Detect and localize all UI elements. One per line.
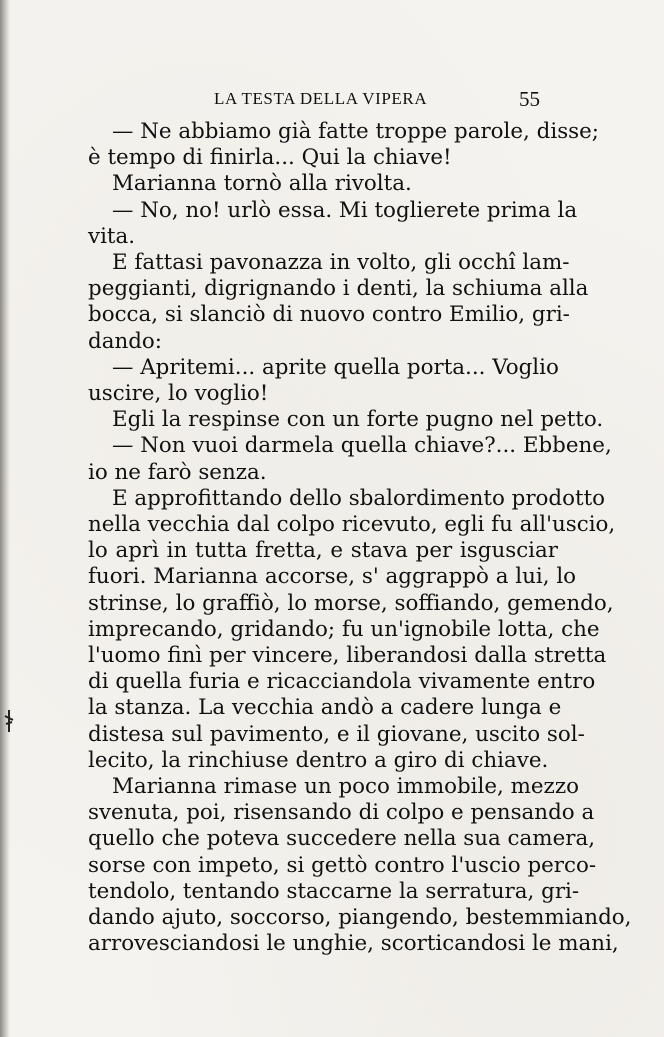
text-line: — No, no! urlò essa. Mi toglierete prima la [112,197,578,223]
text-line: Egli la respinse con un forte pugno nel petto. [112,407,604,433]
text-line: — Apritemi... aprite quella porta... Voglio [112,354,559,380]
text-line: — Ne abbiamo già fatte troppe parole, disse; [112,119,600,144]
text-line: svenuta, poi, risensando di colpo e pensando a [88,800,595,826]
text-line: dando: [88,328,163,354]
text-line: — Non vuoi darmela quella chiave?... Ebbene, [112,433,612,459]
text-line: distesa sul pavimento, e il giovane, uscito sol- [88,721,585,747]
text-line: peggianti, digrignando i denti, la schiuma alla [88,276,589,302]
page-gutter-shadow [0,0,10,1037]
text-line: è tempo di finirla... Qui la chiave! [88,145,452,171]
text-line: bocca, si slanciò di nuovo contro Emilio, gri- [88,302,570,328]
text-line: fuori. Marianna accorse, s' aggrappò a lui, lo [88,564,577,590]
text-line: lecito, la rinchiuse dentro a giro di chiave. [88,747,549,773]
text-line: Marianna rimase un poco immobile, mezzo [112,774,579,799]
text-line: imprecando, gridando; fu un'ignobile lotta, che [88,616,600,642]
page-number: 55 [519,87,540,111]
running-head [88,86,542,112]
text-line: dando ajuto, soccorso, piangendo, bestemmiando, [88,905,632,930]
text-line: E approfittando dello sbalordimento prodotto [112,485,606,511]
text-line: arrovesciandosi le unghie, scorticandosi le mani, [88,931,619,957]
running-title: LA TESTA DELLA VIPERA [214,89,428,108]
text-line: sorse con impeto, si gettò contro l'uscio perco- [88,852,597,878]
text-line: la stanza. La vecchia andò a cadere lunga e [88,695,562,721]
margin-ink-mark [3,708,15,734]
text-line: vita. [88,223,136,249]
text-line: nella vecchia dal colpo ricevuto, egli fu all'uscio, [88,512,616,537]
text-line: E fattasi pavonazza in volto, gli occhî lam- [112,250,570,275]
text-line: io ne farò senza. [88,459,267,485]
text-line: lo aprì in tutta fretta, e stava per isgusciar [88,538,558,564]
text-line: uscire, lo voglio! [88,381,269,406]
text-line: tendolo, tentando staccarne la serratura, gri- [88,878,580,904]
text-line: di quella furia e ricacciandola vivamente entro [88,669,596,695]
text-line: strinse, lo graffiò, lo morse, soffiando, gemendo, [88,590,614,616]
text-line: quello che poteva succedere nella sua camera, [88,826,596,852]
text-line: Marianna tornò alla rivolta. [112,171,412,197]
text-line: l'uomo finì per vincere, liberandosi dalla stretta [88,643,607,668]
